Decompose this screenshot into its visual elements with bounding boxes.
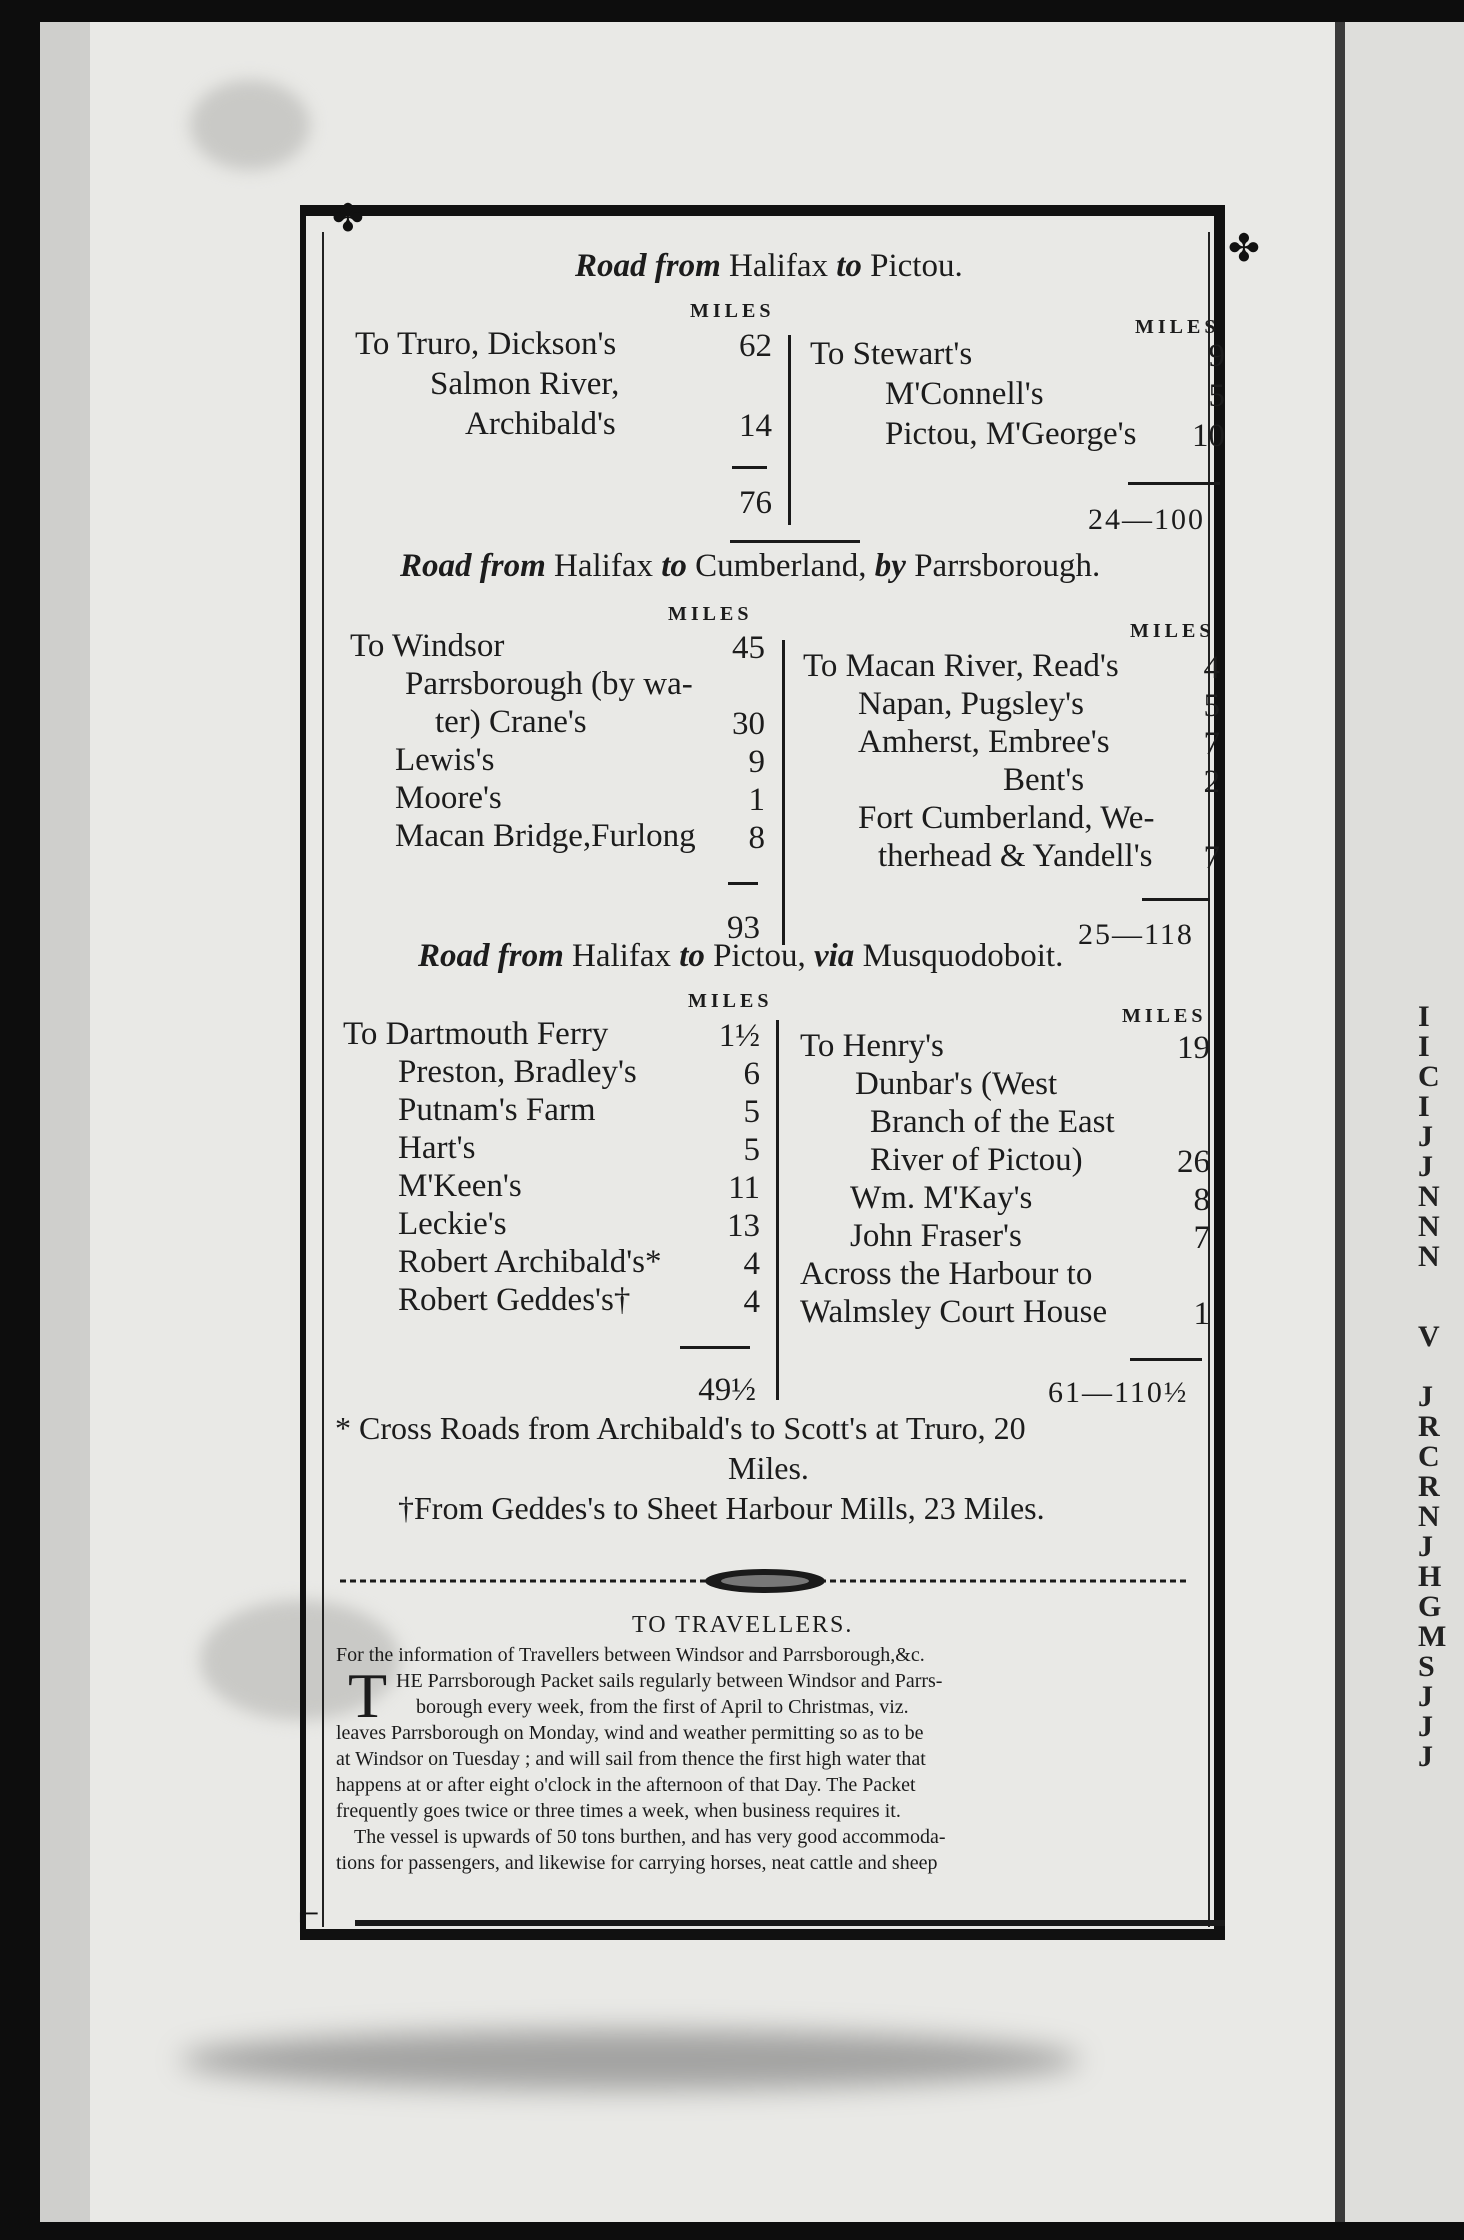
ad-line: at Windsor on Tuesday ; and will sail from thence the first high water that [336, 1748, 926, 1770]
road-stop-label: To Stewart's [810, 336, 973, 372]
road2-left-total: 93 [727, 910, 760, 946]
road-stop-label: To Macan River, Read's [803, 648, 1119, 684]
road-stop-label: Salmon River, [430, 366, 620, 402]
road-stop-miles: 7 [1193, 1220, 1210, 1256]
road3-title: Road from Halifax to Pictou, via Musquodoboit. [418, 938, 1064, 974]
facing-page-letter: C [1418, 1440, 1440, 1473]
road-stop-miles: 30 [732, 706, 765, 742]
road-stop-label: Wm. M'Kay's [850, 1180, 1033, 1216]
road-stop-miles: 1½ [718, 1018, 760, 1054]
corner-ornament-icon: ⌐ [298, 1893, 320, 1935]
facing-page-letter: N [1418, 1500, 1440, 1533]
sum-rule [1142, 898, 1210, 901]
road-stop-label: therhead & Yandell's [878, 838, 1153, 874]
miles-header: MILES [688, 990, 773, 1012]
facing-page-letter: N [1418, 1240, 1440, 1273]
road-stop-label: Parrsborough (by wa- [405, 666, 693, 702]
road-stop-label: Branch of the East [870, 1104, 1115, 1140]
miles-header: MILES [1130, 620, 1215, 642]
road-stop-label: Leckie's [398, 1206, 507, 1242]
road-stop-label: Moore's [395, 780, 502, 816]
geddes-note: †From Geddes's to Sheet Harbour Mills, 23 Miles. [398, 1490, 1045, 1526]
cross-roads-note: * Cross Roads from Archibald's to Scott's at Truro, 20 [335, 1410, 1026, 1446]
page-gutter [1335, 22, 1345, 2222]
ad-line: tions for passengers, and likewise for carrying horses, neat cattle and sheep [336, 1852, 938, 1874]
road-stop-miles: 4 [743, 1284, 760, 1320]
facing-page-letter: R [1418, 1470, 1440, 1503]
road-stop-label: Lewis's [395, 742, 495, 778]
decorative-divider [330, 1565, 1200, 1597]
facing-page-letter: J [1418, 1680, 1433, 1713]
corner-ornament-icon: ✤ [1228, 228, 1260, 270]
ad-line: frequently goes twice or three times a week, when business requires it. [336, 1800, 901, 1822]
road-stop-miles: 45 [732, 630, 765, 666]
road-stop-miles: 11 [728, 1170, 760, 1206]
road-stop-miles: 19 [1177, 1030, 1210, 1066]
road-stop-miles: 13 [727, 1208, 760, 1244]
road-stop-label: Preston, Bradley's [398, 1054, 637, 1090]
column-divider [788, 335, 791, 525]
ad-line: leaves Parrsborough on Monday, wind and weather permitting so as to be [336, 1722, 924, 1744]
road-stop-miles: 1 [748, 782, 765, 818]
facing-page-letter: N [1418, 1180, 1440, 1213]
facing-page-letter: C [1418, 1060, 1440, 1093]
road-stop-label: Pictou, M'George's [885, 416, 1137, 452]
road-stop-label: River of Pictou) [870, 1142, 1083, 1178]
road-stop-miles: 10 [1192, 418, 1225, 454]
road-stop-miles: 62 [739, 328, 772, 364]
facing-page-letter: H [1418, 1560, 1442, 1593]
facing-page-letter: N [1418, 1210, 1440, 1243]
road-stop-label: Robert Archibald's* [398, 1244, 662, 1280]
facing-page-letter: R [1418, 1410, 1440, 1443]
miles-header: MILES [1122, 1005, 1207, 1027]
bottom-rule [355, 1920, 1225, 1926]
road-stop-label: Dunbar's (West [855, 1066, 1058, 1102]
road-stop-label: Macan Bridge,Furlong [395, 818, 696, 854]
road-stop-label: Napan, Pugsley's [858, 686, 1084, 722]
road-stop-label: Amherst, Embree's [858, 724, 1110, 760]
facing-page-letter: J [1418, 1380, 1433, 1413]
cross-roads-note-cont: Miles. [728, 1450, 809, 1486]
road2-title: Road from Halifax to Cumberland, by Parrsborough. [400, 548, 1101, 584]
facing-page-letter: V [1418, 1320, 1440, 1353]
sum-rule [1128, 482, 1220, 485]
road-stop-miles: 5 [1203, 688, 1220, 724]
road-stop-label: Fort Cumberland, We- [858, 800, 1155, 836]
facing-page-letter: I [1418, 1000, 1430, 1033]
facing-page-letter: J [1418, 1150, 1433, 1183]
facing-page-letter: J [1418, 1120, 1433, 1153]
smudge [190, 80, 310, 170]
road3-left-total: 49½ [698, 1372, 756, 1408]
road-stop-miles: 14 [739, 408, 772, 444]
ad-line: HE Parrsborough Packet sails regularly between Windsor and Parrs- [396, 1670, 943, 1692]
road-stop-miles: 7 [1203, 726, 1220, 762]
road-stop-label: Bent's [1003, 762, 1085, 798]
facing-page-letter: I [1418, 1090, 1430, 1123]
road-stop-miles: 9 [748, 744, 765, 780]
facing-page-letter: J [1418, 1530, 1433, 1563]
road-stop-miles: 4 [1203, 650, 1220, 686]
road1-left-total: 76 [739, 485, 772, 521]
road2-right-total: 25—118 [1078, 918, 1194, 951]
facing-page-letter: S [1418, 1650, 1435, 1683]
road1-title: Road from Halifax to Pictou. [575, 248, 963, 284]
road-stop-label: Across the Harbour to [800, 1256, 1093, 1292]
ad-line: borough every week, from the first of April to Christmas, viz. [416, 1696, 909, 1718]
ad-line: The vessel is upwards of 50 tons burthen, and has very good accommoda- [354, 1826, 946, 1848]
road-stop-miles: 9 [1208, 338, 1225, 374]
ad-line: For the information of Travellers between Windsor and Parrsborough,&c. [336, 1644, 925, 1666]
sum-rule [1130, 1358, 1202, 1361]
road-stop-label: John Fraser's [850, 1218, 1022, 1254]
road-stop-miles: 7 [1203, 840, 1220, 876]
facing-page [1345, 22, 1464, 2222]
miles-header: MILES [668, 603, 753, 625]
road-stop-label: M'Keen's [398, 1168, 522, 1204]
ad-line: happens at or after eight o'clock in the afternoon of that Day. The Packet [336, 1774, 916, 1796]
road-stop-miles: 5 [743, 1094, 760, 1130]
road-stop-label: Putnam's Farm [398, 1092, 596, 1128]
miles-header: MILES [1135, 316, 1220, 338]
road-stop-miles: 4 [743, 1246, 760, 1282]
sum-rule [680, 1346, 750, 1349]
section-rule [730, 540, 860, 543]
road-stop-miles: 5 [1208, 378, 1225, 414]
road-stop-label: To Henry's [800, 1028, 944, 1064]
ad-dropcap: T [348, 1660, 388, 1731]
corner-ornament-icon: ✤ [332, 198, 364, 240]
road-stop-label: Hart's [398, 1130, 476, 1166]
road-stop-label: To Dartmouth Ferry [343, 1016, 609, 1052]
facing-page-letter: M [1418, 1620, 1447, 1653]
miles-header: MILES [690, 300, 775, 322]
road-stop-miles: 26 [1177, 1144, 1210, 1180]
column-divider [776, 1020, 779, 1400]
road-stop-miles: 8 [748, 820, 765, 856]
road-stop-label: Walmsley Court House [800, 1294, 1108, 1330]
facing-page-letter: G [1418, 1590, 1442, 1623]
road-stop-label: To Windsor [350, 628, 505, 664]
column-divider [782, 640, 785, 945]
sum-rule [728, 882, 758, 885]
road-stop-miles: 2 [1203, 764, 1220, 800]
road-stop-miles: 8 [1193, 1182, 1210, 1218]
ad-title: TO TRAVELLERS. [632, 1612, 854, 1638]
road-stop-miles: 6 [743, 1056, 760, 1092]
smudge [180, 2030, 1080, 2090]
road-stop-label: M'Connell's [885, 376, 1044, 412]
road3-right-total: 61—110½ [1048, 1376, 1189, 1409]
road-stop-label: Robert Geddes's† [398, 1282, 631, 1318]
facing-page-letter: J [1418, 1740, 1433, 1773]
facing-page-letter: I [1418, 1030, 1430, 1063]
page-shadow-edge [40, 22, 90, 2222]
sum-rule [732, 466, 767, 469]
road-stop-label: Archibald's [465, 406, 616, 442]
road-stop-miles: 5 [743, 1132, 760, 1168]
road-stop-label: To Truro, Dickson's [355, 326, 617, 362]
road-stop-label: ter) Crane's [435, 704, 587, 740]
facing-page-letter: J [1418, 1710, 1433, 1743]
road-stop-miles: 1 [1193, 1296, 1210, 1332]
road1-right-total: 24—100 [1088, 503, 1205, 536]
